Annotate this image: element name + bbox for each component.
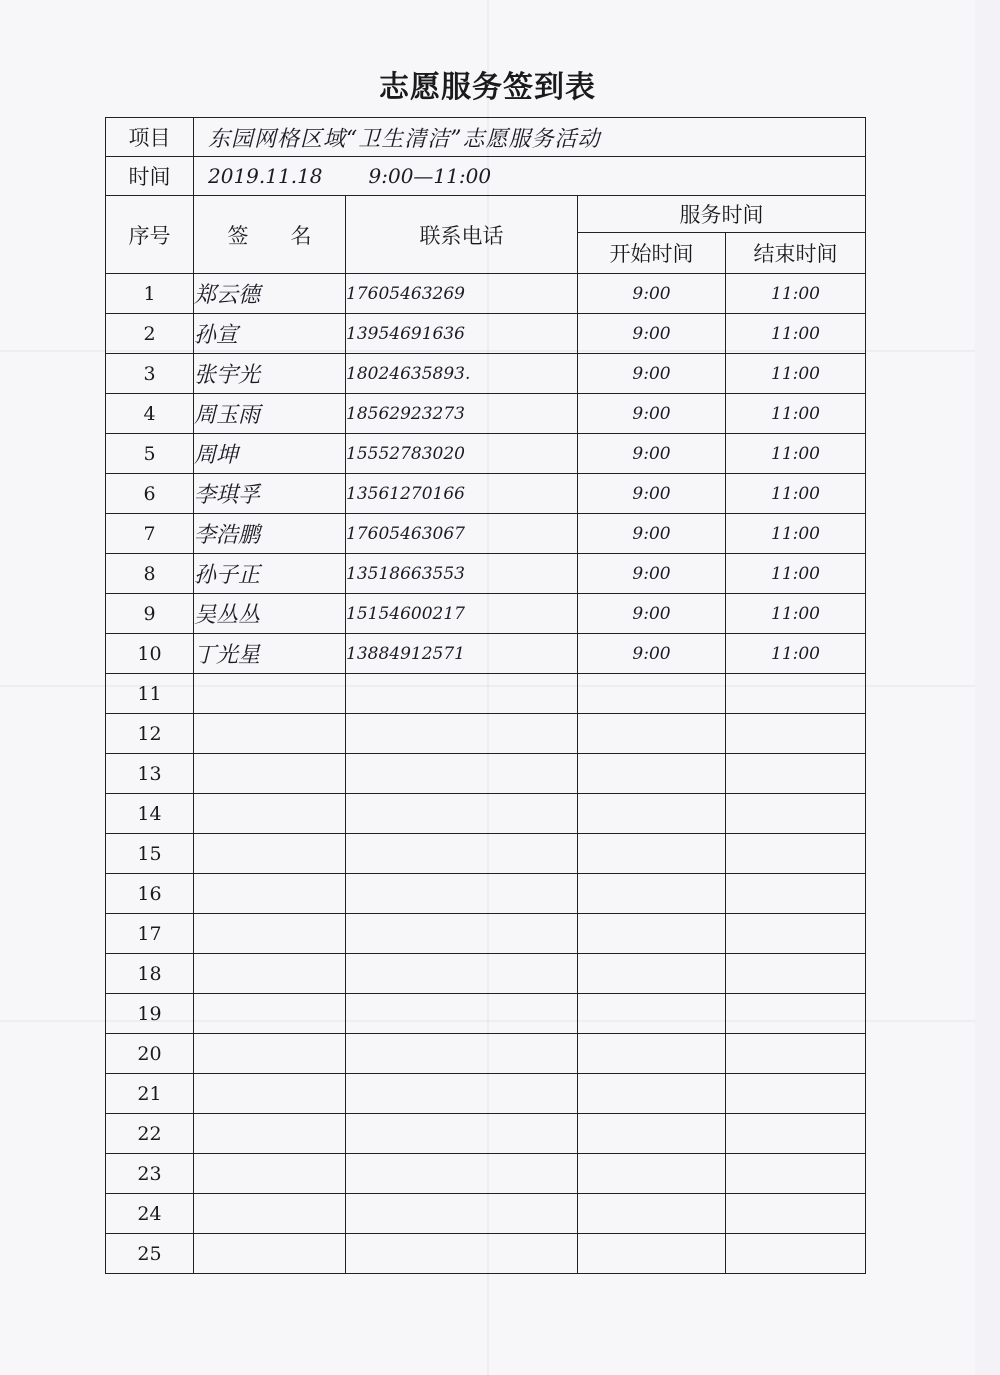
start-time-cell (578, 834, 726, 874)
signature-cell (194, 714, 346, 754)
row-number: 22 (106, 1114, 194, 1154)
start-time-cell (578, 674, 726, 714)
end-time-cell (726, 994, 866, 1034)
signature-cell: 孙宣 (194, 314, 346, 354)
table-row (106, 1194, 866, 1234)
end-time-cell (726, 874, 866, 914)
signature-cell: 李琪孚 (194, 474, 346, 514)
row-number: 19 (106, 994, 194, 1034)
end-time-cell: 11:00 (726, 314, 866, 354)
phone-cell: 13884912571 (346, 634, 578, 674)
signature-cell (194, 1234, 346, 1274)
sign-in-table (105, 117, 866, 1274)
start-time-cell (578, 954, 726, 994)
table-row (106, 434, 866, 474)
phone-cell: 15552783020 (346, 434, 578, 474)
phone-cell: 17605463067 (346, 514, 578, 554)
end-time-cell (726, 1114, 866, 1154)
end-time-cell (726, 1074, 866, 1114)
phone-cell (346, 754, 578, 794)
signature-cell (194, 1114, 346, 1154)
phone-header: 联系电话 (346, 196, 578, 274)
phone-cell (346, 954, 578, 994)
end-time-cell (726, 794, 866, 834)
signature-cell (194, 954, 346, 994)
table-row (106, 314, 866, 354)
end-time-cell (726, 954, 866, 994)
phone-cell (346, 1114, 578, 1154)
start-time-cell: 9:00 (578, 434, 726, 474)
project-label: 项目 (106, 118, 194, 157)
signature-cell (194, 874, 346, 914)
start-time-cell (578, 794, 726, 834)
row-number: 21 (106, 1074, 194, 1114)
row-number: 2 (106, 314, 194, 354)
end-time-cell (726, 714, 866, 754)
table-row (106, 274, 866, 314)
signature-cell: 郑云德 (194, 274, 346, 314)
end-time-cell: 11:00 (726, 474, 866, 514)
row-number: 20 (106, 1034, 194, 1074)
start-time-cell (578, 914, 726, 954)
end-time-cell (726, 834, 866, 874)
signature-cell (194, 994, 346, 1034)
table-row (106, 874, 866, 914)
row-number: 14 (106, 794, 194, 834)
table-row (106, 554, 866, 594)
end-time-cell: 11:00 (726, 354, 866, 394)
phone-cell (346, 994, 578, 1034)
signature-cell: 孙子正 (194, 554, 346, 594)
phone-cell (346, 914, 578, 954)
phone-cell: 13954691636 (346, 314, 578, 354)
signature-cell (194, 674, 346, 714)
end-time-cell (726, 1034, 866, 1074)
start-time-cell (578, 754, 726, 794)
table-row (106, 1234, 866, 1274)
project-value: 东园网格区域“卫生清洁”志愿服务活动 (194, 118, 866, 157)
end-time-cell (726, 1234, 866, 1274)
time-date: 2019.11.18 (208, 164, 323, 188)
table-row (106, 634, 866, 674)
start-time-cell (578, 1034, 726, 1074)
phone-cell (346, 1074, 578, 1114)
row-number: 8 (106, 554, 194, 594)
row-number: 16 (106, 874, 194, 914)
start-time-cell: 9:00 (578, 514, 726, 554)
page-title: 志愿服务签到表 (379, 70, 596, 105)
start-time-cell (578, 714, 726, 754)
row-number: 12 (106, 714, 194, 754)
end-time-cell (726, 914, 866, 954)
table-row (106, 794, 866, 834)
signature-cell: 周玉雨 (194, 394, 346, 434)
row-number: 23 (106, 1154, 194, 1194)
phone-cell: 18024635893. (346, 354, 578, 394)
signature-cell: 周坤 (194, 434, 346, 474)
signature-cell (194, 914, 346, 954)
signature-cell: 李浩鹏 (194, 514, 346, 554)
end-time-cell (726, 754, 866, 794)
start-time-cell: 9:00 (578, 274, 726, 314)
phone-cell (346, 1234, 578, 1274)
start-time-cell (578, 874, 726, 914)
start-time-cell: 9:00 (578, 314, 726, 354)
start-time-cell: 9:00 (578, 594, 726, 634)
phone-cell: 15154600217 (346, 594, 578, 634)
signature-cell (194, 1154, 346, 1194)
row-number: 24 (106, 1194, 194, 1234)
end-time-cell: 11:00 (726, 594, 866, 634)
phone-cell: 17605463269 (346, 274, 578, 314)
table-row (106, 394, 866, 434)
end-time-cell (726, 674, 866, 714)
seq-header: 序号 (106, 196, 194, 274)
end-time-header: 结束时间 (726, 233, 866, 274)
signature-cell: 吴丛丛 (194, 594, 346, 634)
start-time-cell (578, 1114, 726, 1154)
phone-cell (346, 1154, 578, 1194)
phone-cell (346, 794, 578, 834)
table-row (106, 474, 866, 514)
end-time-cell: 11:00 (726, 514, 866, 554)
phone-cell: 18562923273 (346, 394, 578, 434)
start-time-cell (578, 994, 726, 1034)
table-row (106, 1074, 866, 1114)
start-time-cell (578, 1074, 726, 1114)
end-time-cell: 11:00 (726, 394, 866, 434)
time-value (194, 157, 866, 196)
row-number: 17 (106, 914, 194, 954)
table-row (106, 914, 866, 954)
row-number: 1 (106, 274, 194, 314)
end-time-cell (726, 1194, 866, 1234)
signature-cell: 张宇光 (194, 354, 346, 394)
table-row (106, 834, 866, 874)
end-time-cell (726, 1154, 866, 1194)
row-number: 6 (106, 474, 194, 514)
phone-cell (346, 674, 578, 714)
row-number: 25 (106, 1234, 194, 1274)
start-time-cell: 9:00 (578, 474, 726, 514)
row-number: 18 (106, 954, 194, 994)
end-time-cell: 11:00 (726, 634, 866, 674)
table-row (106, 1154, 866, 1194)
signature-cell (194, 794, 346, 834)
start-time-cell: 9:00 (578, 354, 726, 394)
table-row (106, 674, 866, 714)
row-number: 11 (106, 674, 194, 714)
phone-cell (346, 834, 578, 874)
signature-cell (194, 1194, 346, 1234)
signature-cell (194, 834, 346, 874)
signature-cell (194, 1034, 346, 1074)
row-number: 3 (106, 354, 194, 394)
start-time-cell: 9:00 (578, 554, 726, 594)
start-time-cell (578, 1154, 726, 1194)
start-time-cell: 9:00 (578, 394, 726, 434)
row-number: 5 (106, 434, 194, 474)
phone-cell (346, 1194, 578, 1234)
table-row (106, 954, 866, 994)
table-row (106, 754, 866, 794)
phone-cell (346, 874, 578, 914)
signature-header: 签 名 (194, 196, 346, 274)
time-label: 时间 (106, 157, 194, 196)
table-row (106, 1034, 866, 1074)
end-time-cell: 11:00 (726, 434, 866, 474)
table-row (106, 1114, 866, 1154)
row-number: 9 (106, 594, 194, 634)
service-time-header: 服务时间 (578, 196, 866, 233)
table-row (106, 714, 866, 754)
project-row (106, 118, 866, 157)
start-time-cell (578, 1234, 726, 1274)
start-time-cell: 9:00 (578, 634, 726, 674)
row-number: 15 (106, 834, 194, 874)
table-row (106, 514, 866, 554)
signature-cell (194, 1074, 346, 1114)
table-row (106, 994, 866, 1034)
row-number: 7 (106, 514, 194, 554)
row-number: 4 (106, 394, 194, 434)
phone-cell (346, 714, 578, 754)
end-time-cell: 11:00 (726, 274, 866, 314)
table-row (106, 594, 866, 634)
row-number: 10 (106, 634, 194, 674)
phone-cell: 13518663553 (346, 554, 578, 594)
phone-cell: 13561270166 (346, 474, 578, 514)
end-time-cell: 11:00 (726, 554, 866, 594)
time-row (106, 157, 866, 196)
start-time-cell (578, 1194, 726, 1234)
row-number: 13 (106, 754, 194, 794)
table-row (106, 354, 866, 394)
phone-cell (346, 1034, 578, 1074)
signature-cell: 丁光星 (194, 634, 346, 674)
column-header-row (106, 196, 866, 233)
signature-cell (194, 754, 346, 794)
time-range: 9:00—11:00 (368, 164, 492, 188)
start-time-header: 开始时间 (578, 233, 726, 274)
